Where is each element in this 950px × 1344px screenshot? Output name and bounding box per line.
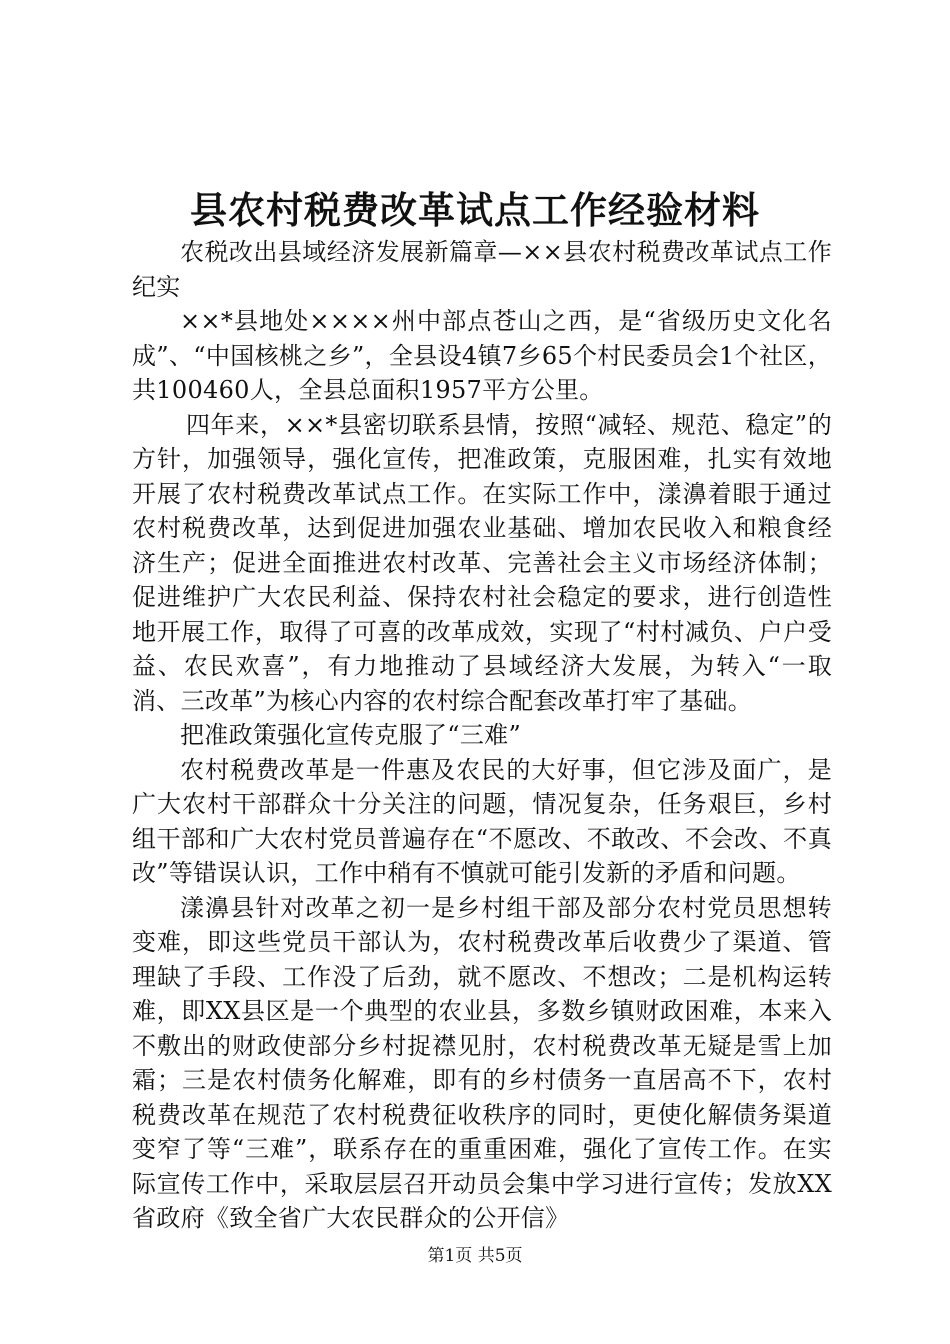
paragraph-subtitle: 农税改出县域经济发展新篇章—××县农村税费改革试点工作纪实: [132, 238, 832, 301]
paragraph-reform-challenges: 农村税费改革是一件惠及农民的大好事，但它涉及面广，是广大农村干部群众十分关注的问题，情况复杂，任务艰巨，乡村组干部和广大农村党员普遍存在“不愿改、不敢改、不会改、不真改”等错误认识，工作中稍有不慎就可能引发新的矛盾和问题。: [132, 755, 832, 887]
document-body: [132, 235, 832, 1236]
page-footer: 第1页 共5页: [427, 1246, 523, 1266]
paragraph-four-years: 四年来，××*县密切联系县情，按照“减轻、规范、稳定”的方针，加强领导，强化宣传，把准政策，克服困难，扎实有效地开展了农村税费改革试点工作。在实际工作中，漾濞着眼于通过农村税费改革，达到促进加强农业基础、增加农民收入和粮食经济生产；促进全面推进农村改革、完善社会主义市场经济体制；促进维护广大农民利益、保持农村社会稳定的要求，进行创造性地开展工作，取得了可喜的改革成效，实现了“村村减负、户户受益、农民欢喜”，有力地推动了县域经济大发展，为转入“一取消、三改革”为核心内容的农村综合配套改革打牢了基础。: [132, 410, 832, 715]
document-title: 县农村税费改革试点工作经验材料: [190, 188, 760, 232]
section-heading: 把准政策强化宣传克服了“三难”: [180, 721, 522, 749]
paragraph-county-overview: ××*县地处××××州中部点苍山之西，是“省级历史文化名成”、“中国核桃之乡”，全县设4镇7乡65个村民委员会1个社区，共100460人，全县总面积1957平方公里。: [132, 307, 832, 404]
paragraph-three-difficulties: 漾濞县针对改革之初一是乡村组干部及部分农村党员思想转变难，即这些党员干部认为，农村税费改革后收费少了渠道、管理缺了手段、工作没了后劲，就不愿改、不想改；二是机构运转难，即XX县区是一个典型的农业县，多数乡镇财政困难，本来入不敷出的财政使部分乡村捉襟见肘，农村税费改革无疑是雪上加霜；三是农村债务化解难，即有的乡村债务一直居高不下，农村税费改革在规范了农村税费征收秩序的同时，更使化解债务渠道变窄了等“三难”，联系存在的重重困难，强化了宣传工作。在实际宣传工作中，采取层层召开动员会集中学习进行宣传；发放XX省政府《致全省广大农民群众的公开信》: [132, 893, 832, 1232]
